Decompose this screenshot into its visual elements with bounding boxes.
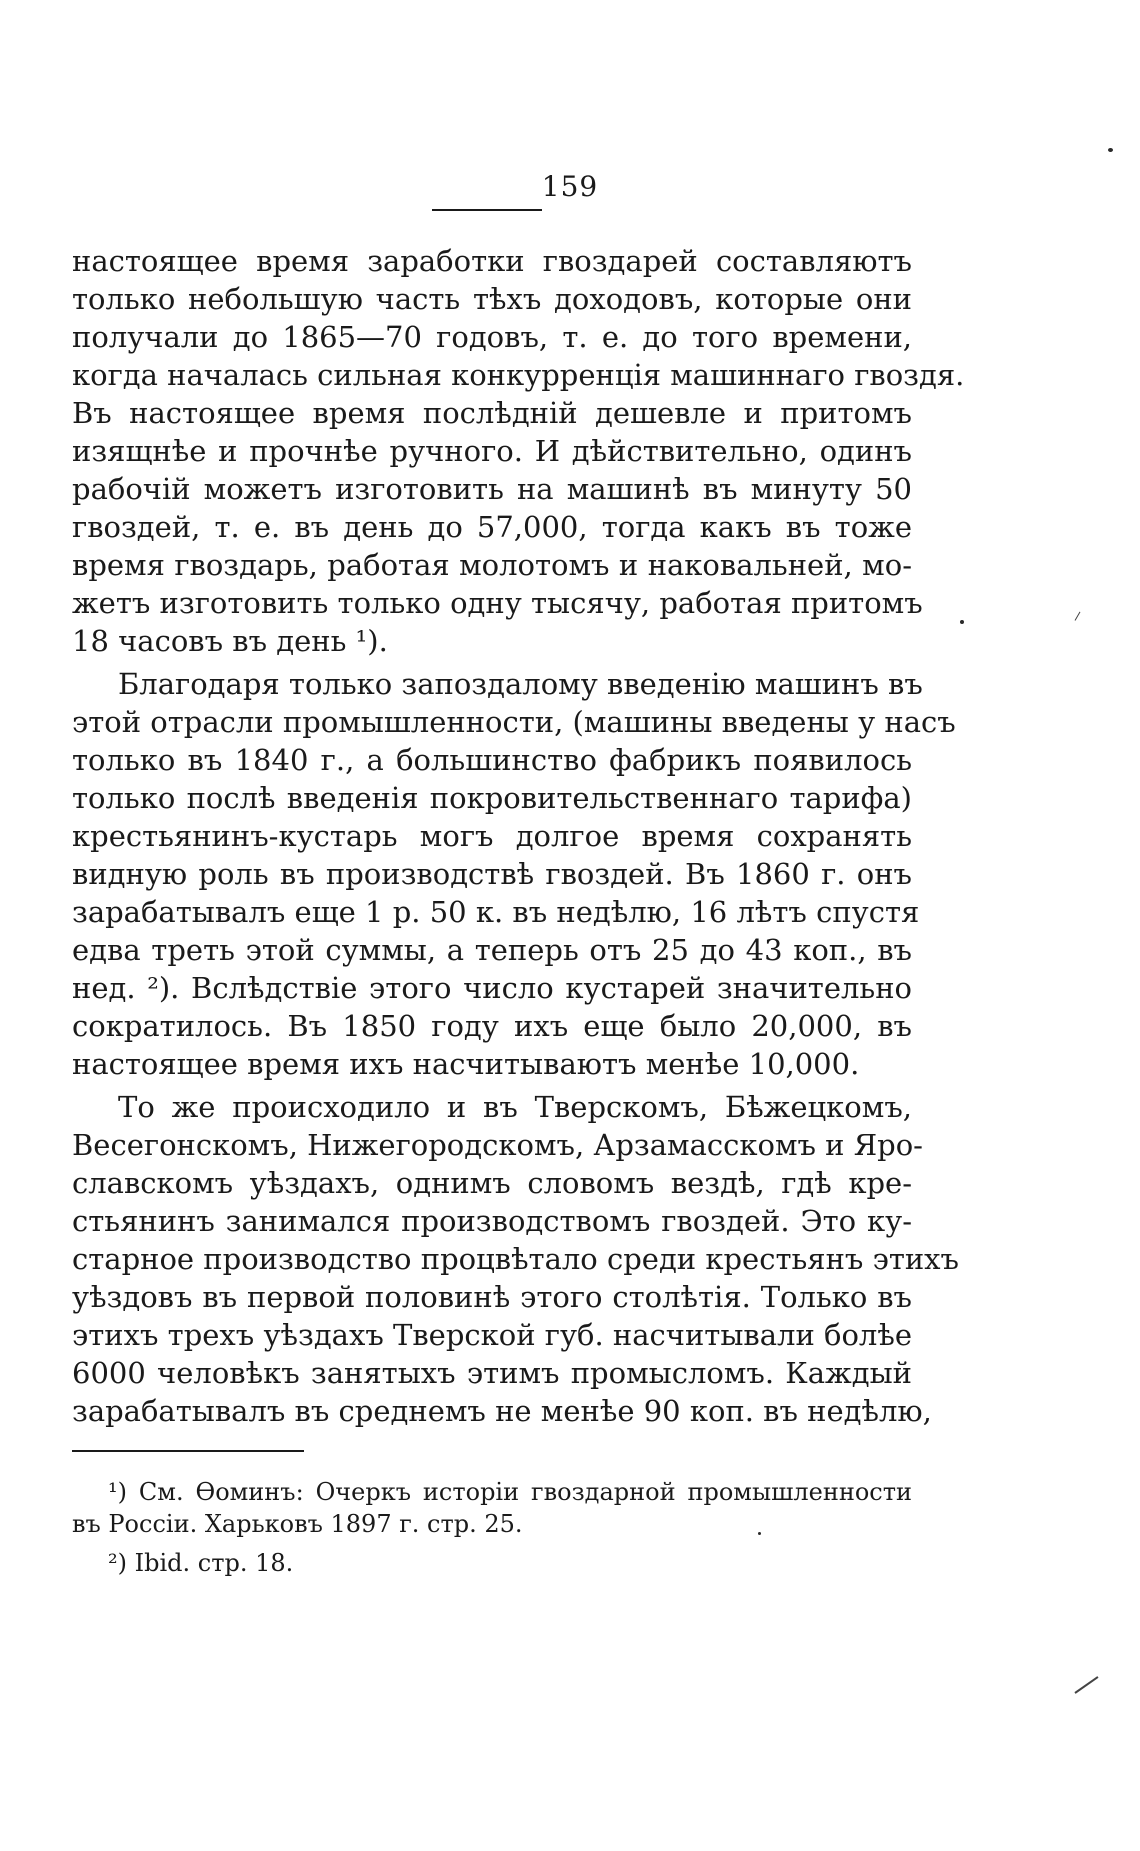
body-line: жетъ изготовить только одну тысячу, работая притомъ <box>72 586 923 620</box>
body-line: сократилось. Въ 1850 году ихъ еще было 20,000, въ <box>72 1009 912 1043</box>
body-line: когда началась сильная конкурренція машиннаго гвоздя. <box>72 358 965 392</box>
footnote-line: ²) Ibid. стр. 18. <box>108 1549 294 1577</box>
footnote-line: въ Россіи. Харьковъ 1897 г. стр. 25. <box>72 1510 523 1538</box>
scan-scratch <box>1075 612 1081 621</box>
body-line: только въ 1840 г., а большинство фабрикъ появилось <box>72 743 912 777</box>
scan-speck <box>960 620 964 624</box>
body-line: крестьянинъ-кустарь могъ долгое время сохранять <box>72 819 912 853</box>
body-line: старное производство процвѣтало среди крестьянъ этихъ <box>72 1242 959 1276</box>
body-line: зарабатывалъ еще 1 р. 50 к. въ недѣлю, 16 лѣтъ спустя <box>72 895 920 929</box>
body-line: То же происходило и въ Тверскомъ, Бѣжецкомъ, <box>118 1090 912 1124</box>
body-line: изящнѣе и прочнѣе ручного. И дѣйствительно, одинъ <box>72 434 912 468</box>
body-line: гвоздей, т. е. въ день до 57,000, тогда какъ въ тоже <box>72 510 912 544</box>
scan-speck <box>758 1532 761 1535</box>
body-line: Весегонскомъ, Нижегородскомъ, Арзамасскомъ и Яро- <box>72 1128 923 1162</box>
body-line: этихъ трехъ уѣздахъ Тверской губ. насчитывали болѣе <box>72 1318 912 1352</box>
body-line: зарабатывалъ въ среднемъ не менѣе 90 коп. въ недѣлю, <box>72 1394 932 1428</box>
body-line: Въ настоящее время послѣдній дешевле и притомъ <box>72 396 912 430</box>
body-line: получали до 1865—70 годовъ, т. е. до того времени, <box>72 320 912 354</box>
page-number-rule <box>432 209 542 211</box>
footnote-line: ¹) См. Ѳоминъ: Очеркъ исторіи гвоздарной промышленности <box>108 1478 912 1506</box>
body-line: нед. ²). Вслѣдствіе этого число кустарей значительно <box>72 971 912 1005</box>
body-line: настоящее время ихъ насчитываютъ менѣе 10,000. <box>72 1047 860 1081</box>
body-line: 18 часовъ въ день ¹). <box>72 624 388 658</box>
body-line: стьянинъ занимался производствомъ гвоздей. Это ку- <box>72 1204 912 1238</box>
footnote-rule <box>72 1450 304 1452</box>
body-line: видную роль въ производствѣ гвоздей. Въ 1860 г. онъ <box>72 857 912 891</box>
body-line: этой отрасли промышленности, (машины введены у насъ <box>72 705 956 739</box>
body-line: уѣздовъ въ первой половинѣ этого столѣтія. Только въ <box>72 1280 912 1314</box>
scan-speck <box>1108 148 1113 152</box>
body-line: рабочій можетъ изготовить на машинѣ въ минуту 50 <box>72 472 912 506</box>
body-line: настоящее время заработки гвоздарей составляютъ <box>72 244 912 278</box>
body-line: Благодаря только запоздалому введенію машинъ въ <box>118 667 923 701</box>
page-number: 159 <box>541 170 599 203</box>
body-line: только небольшую часть тѣхъ доходовъ, которые они <box>72 282 912 316</box>
body-line: едва треть этой суммы, а теперь отъ 25 до 43 коп., въ <box>72 933 912 967</box>
body-line: только послѣ введенія покровительственнаго тарифа) <box>72 781 912 815</box>
body-line: славскомъ уѣздахъ, однимъ словомъ вездѣ, гдѣ кре- <box>72 1166 912 1200</box>
body-line: время гвоздарь, работая молотомъ и наковальней, мо- <box>72 548 912 582</box>
body-line: 6000 человѣкъ занятыхъ этимъ промысломъ. Каждый <box>72 1356 912 1390</box>
scan-scratch <box>1074 1676 1098 1694</box>
